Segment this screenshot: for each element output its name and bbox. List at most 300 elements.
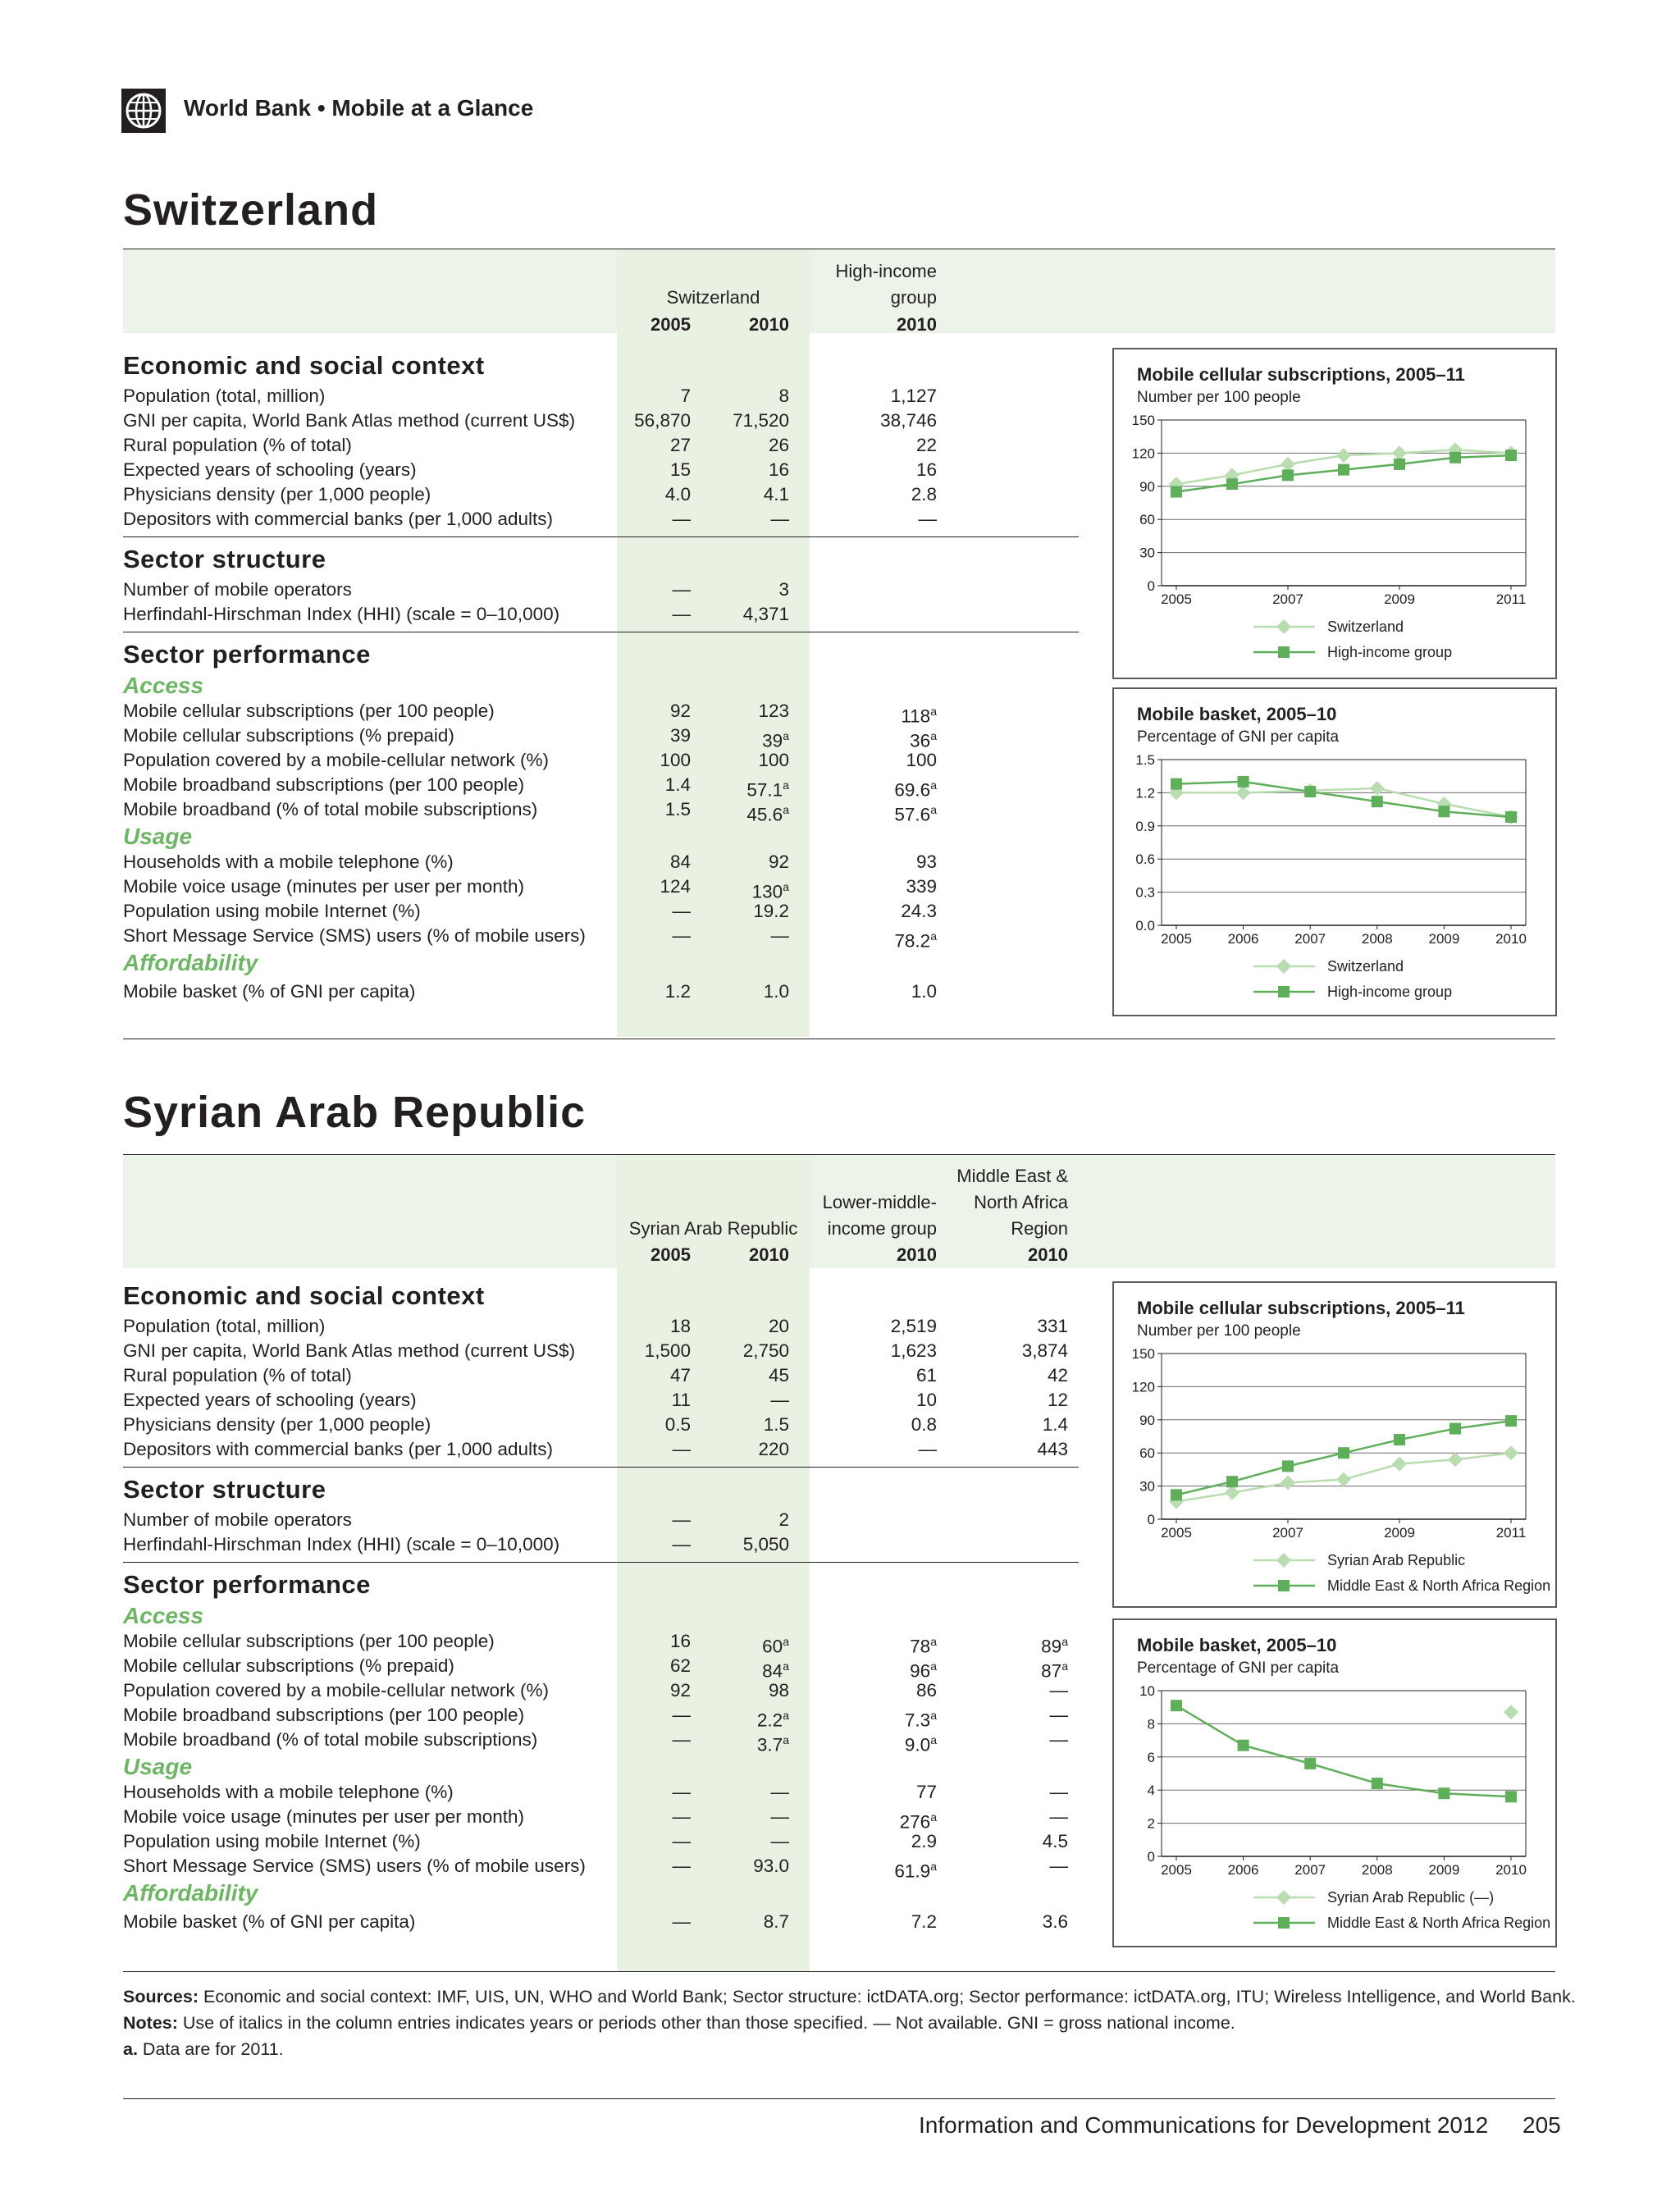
value-text: —: [770, 1831, 789, 1851]
world-bank-logo-icon: [121, 89, 166, 133]
value-text: —: [672, 1439, 691, 1459]
chart-title: Mobile cellular subscriptions, 2005–11: [1137, 364, 1465, 385]
section-rule: [123, 536, 1079, 537]
section-heading: Sector performance: [123, 640, 371, 669]
value-text: —: [1049, 1782, 1068, 1802]
row-value: [894, 797, 937, 828]
x-tick-label: 2005: [1161, 931, 1192, 947]
legend-marker: [1276, 1890, 1291, 1905]
row-value: [673, 1508, 692, 1532]
row-label: Number of mobile operators: [123, 1509, 352, 1530]
series-2-point: [1304, 786, 1316, 797]
value-text: 4.1: [763, 484, 789, 504]
table-row: [123, 748, 1066, 773]
value-text: 16: [669, 1631, 691, 1651]
value-text: 2: [778, 1509, 789, 1530]
row-label: Mobile cellular subscriptions (per 100 people): [123, 1631, 495, 1651]
row-value: [673, 602, 692, 627]
value-text: 1.4: [1042, 1414, 1068, 1435]
row-value: [673, 1532, 692, 1557]
row-value: [905, 1728, 937, 1758]
section-rule: [123, 1467, 1079, 1468]
notes-divider: [123, 1971, 1555, 1972]
value-text: —: [672, 604, 691, 624]
table-row: [123, 773, 1066, 801]
row-value: [670, 1654, 691, 1678]
row-value: [919, 507, 938, 532]
x-tick-label: 2007: [1272, 1525, 1303, 1541]
table-row: [123, 458, 1066, 482]
row-label: GNI per capita, World Bank Atlas method (current US$): [123, 1340, 576, 1361]
series-2-point: [1505, 450, 1517, 461]
value-text: 7.2: [911, 1911, 937, 1932]
series-2-point: [1505, 1415, 1517, 1427]
value-text: 3: [778, 579, 789, 600]
x-tick-label: 2009: [1428, 931, 1460, 947]
row-value: [906, 748, 937, 773]
table-row: [123, 433, 1066, 458]
row-value: [665, 1413, 691, 1437]
row-label: Population covered by a mobile-cellular network (%): [123, 750, 549, 770]
row-value: [769, 433, 789, 458]
legend-label: Syrian Arab Republic (—): [1327, 1889, 1495, 1906]
series-1-point: [1392, 445, 1407, 460]
value-text: 2,750: [742, 1340, 789, 1361]
row-value: [665, 797, 691, 822]
value-text: 124: [660, 876, 691, 897]
chart-4: [1112, 1618, 1557, 1947]
series-1-point: [1448, 1452, 1463, 1467]
value-text: 42: [1047, 1365, 1068, 1386]
value-text: 2.8: [911, 484, 937, 504]
y-tick-label: 150: [1131, 1346, 1155, 1362]
footnote-marker: a: [783, 1659, 789, 1673]
value-text: —: [1049, 1705, 1068, 1725]
column-header-year: 2010: [749, 314, 789, 335]
y-tick-label: 90: [1139, 478, 1155, 495]
value-text: 331: [1037, 1316, 1068, 1336]
row-label: Short Message Service (SMS) users (% of mobile users): [123, 1856, 586, 1876]
row-value: [673, 1437, 692, 1462]
row-value: [670, 458, 691, 482]
value-text: 2.9: [911, 1831, 937, 1851]
value-text: 100: [660, 750, 691, 770]
value-text: 38,746: [880, 410, 937, 431]
x-tick-label: 2006: [1227, 931, 1259, 947]
series-2-point: [1394, 459, 1405, 470]
value-text: 12: [1047, 1390, 1068, 1410]
series-2-point: [1171, 1489, 1182, 1500]
value-text: 7.3: [904, 1710, 931, 1731]
section-heading: Sector structure: [123, 1475, 326, 1504]
x-tick-label: 2011: [1495, 591, 1527, 607]
value-text: 61: [915, 1365, 937, 1386]
legend-marker: [1276, 1553, 1291, 1568]
row-value: [891, 1339, 937, 1363]
row-value: [916, 1388, 937, 1413]
footnote-marker: a: [930, 1860, 937, 1873]
row-value: [670, 1629, 691, 1654]
row-value: [673, 1703, 692, 1728]
row-value: [916, 1363, 937, 1388]
row-value: [764, 1413, 789, 1437]
table-row: [123, 578, 1066, 602]
row-value: [1043, 1413, 1068, 1437]
series-2-point: [1304, 1758, 1316, 1769]
row-label: Households with a mobile telephone (%): [123, 851, 454, 872]
row-value: [764, 482, 789, 507]
series-line-2: [1176, 1705, 1511, 1796]
row-value: [1050, 1805, 1069, 1829]
series-2-point: [1171, 486, 1182, 498]
chart-1: [1112, 348, 1557, 679]
row-value: [764, 979, 789, 1004]
value-text: 1.2: [664, 981, 691, 1002]
sources-note: Sources: Economic and social context: IMF, UIS, UN, WHO and World Bank; Sector structure: ictDATA.org; Sector performance: ictDATA.org, ITU; Wireless Intelligence, and World Bank.: [123, 1987, 1576, 2006]
row-value: [916, 1780, 937, 1805]
legend-label: High-income group: [1327, 984, 1453, 1000]
value-text: 3,874: [1021, 1340, 1068, 1361]
table-row: [123, 507, 1066, 532]
chart-3: [1112, 1281, 1557, 1608]
row-value: [758, 1437, 789, 1462]
footnote-marker: a: [930, 929, 937, 943]
row-value: [769, 850, 789, 874]
row-value: [673, 578, 692, 602]
value-text: 78: [910, 1636, 931, 1657]
y-tick-label: 120: [1131, 445, 1155, 462]
value-text: —: [770, 1806, 789, 1827]
value-text: 3.6: [1042, 1911, 1068, 1932]
x-tick-label: 2010: [1495, 931, 1527, 947]
value-text: 118: [901, 705, 931, 727]
value-text: —: [1049, 1680, 1068, 1701]
row-value: [911, 1829, 937, 1854]
value-text: —: [672, 1534, 691, 1554]
footnote-marker: a: [783, 1635, 789, 1648]
row-value: [916, 1678, 937, 1703]
row-label: Mobile broadband subscriptions (per 100 people): [123, 1705, 525, 1725]
row-value: [911, 1910, 937, 1934]
value-text: 100: [758, 750, 789, 770]
value-text: 39: [762, 730, 783, 751]
value-text: —: [672, 509, 691, 529]
row-value: [673, 1728, 692, 1752]
x-tick-label: 2011: [1495, 1525, 1527, 1541]
table-row: [123, 979, 1066, 1004]
row-label: GNI per capita, World Bank Atlas method (current US$): [123, 410, 576, 431]
row-value: [665, 773, 691, 797]
y-tick-label: 0.6: [1135, 851, 1155, 868]
value-text: 1.5: [664, 799, 691, 819]
footnote-marker: a: [930, 1709, 937, 1722]
row-label: Depositors with commercial banks (per 1,000 adults): [123, 1439, 553, 1459]
table-row: [123, 1780, 1066, 1805]
value-text: 93: [915, 851, 937, 872]
row-value: [911, 1413, 937, 1437]
series-2-point: [1282, 469, 1294, 481]
value-text: 15: [669, 459, 691, 480]
value-text: —: [918, 509, 937, 529]
value-text: 100: [906, 750, 937, 770]
footnote-marker: a: [1061, 1659, 1068, 1673]
table-row: [123, 1363, 1066, 1388]
footnote-marker: a: [930, 729, 937, 742]
row-label: Mobile basket (% of GNI per capita): [123, 981, 416, 1002]
chart-subtitle: Number per 100 people: [1137, 389, 1301, 406]
series-line-2: [1176, 782, 1511, 817]
value-text: 0.5: [664, 1414, 691, 1435]
y-tick-label: 0: [1147, 578, 1155, 594]
row-value: [665, 979, 691, 1004]
row-value: [753, 1854, 789, 1879]
row-label: Herfindahl-Hirschman Index (HHI) (scale = 0–10,000): [123, 604, 560, 624]
y-tick-label: 0.3: [1135, 884, 1155, 901]
value-text: 276: [899, 1811, 931, 1833]
value-text: 18: [669, 1316, 691, 1336]
value-text: 7: [680, 386, 691, 406]
y-tick-label: 60: [1139, 1445, 1155, 1462]
subsection-heading: Affordability: [123, 950, 258, 975]
table-row: [123, 1678, 1066, 1703]
row-label: Mobile broadband subscriptions (per 100 people): [123, 774, 525, 795]
value-text: 60: [762, 1636, 783, 1657]
value-text: 0.8: [911, 1414, 937, 1435]
value-text: 87: [1041, 1660, 1062, 1682]
row-label: Population using mobile Internet (%): [123, 1831, 421, 1851]
legend-marker: [1278, 986, 1290, 998]
table-row: [123, 1413, 1066, 1437]
row-value: [1050, 1854, 1069, 1879]
value-text: —: [672, 579, 691, 600]
column-header-region: Middle East &: [956, 1166, 1068, 1186]
row-value: [670, 1314, 691, 1339]
value-text: 1,623: [890, 1340, 937, 1361]
row-label: Mobile basket (% of GNI per capita): [123, 1911, 416, 1932]
row-value: [673, 1829, 692, 1854]
footnote-marker: a: [783, 803, 789, 816]
value-text: 1,500: [644, 1340, 691, 1361]
table-row: [123, 874, 1066, 902]
y-tick-label: 30: [1139, 1478, 1155, 1495]
y-tick-label: 1.5: [1135, 752, 1155, 768]
series-2-point: [1505, 811, 1517, 823]
value-text: 98: [768, 1680, 789, 1701]
column-header-group: income group: [827, 1218, 937, 1239]
legend-label: Switzerland: [1327, 958, 1404, 975]
value-text: 19.2: [753, 901, 789, 921]
y-tick-label: 6: [1147, 1749, 1155, 1765]
value-text: 8.7: [763, 1911, 789, 1932]
row-value: [778, 578, 789, 602]
row-label: Mobile broadband (% of total mobile subscriptions): [123, 1729, 538, 1750]
value-text: 57.6: [894, 804, 931, 825]
value-text: 16: [768, 459, 789, 480]
chart-title: Mobile basket, 2005–10: [1137, 1635, 1337, 1655]
table-row: [123, 384, 1066, 409]
value-text: —: [672, 1782, 691, 1802]
row-value: [906, 874, 937, 899]
value-text: 8: [778, 386, 789, 406]
row-label: Expected years of schooling (years): [123, 459, 417, 480]
series-1-point: [1336, 448, 1351, 463]
row-value: [919, 1437, 938, 1462]
x-tick-label: 2005: [1161, 1862, 1192, 1878]
value-text: 1.0: [763, 981, 789, 1002]
row-value: [743, 1532, 789, 1557]
chart-title: Mobile cellular subscriptions, 2005–11: [1137, 1298, 1465, 1318]
row-value: [665, 482, 691, 507]
row-value: [743, 1339, 789, 1363]
table-row: [123, 1654, 1068, 1682]
x-tick-label: 2009: [1384, 591, 1415, 607]
series-1-point: [1392, 1457, 1407, 1472]
series-2-point: [1505, 1791, 1517, 1802]
footnote-marker: a: [783, 880, 789, 893]
value-text: 10: [915, 1390, 937, 1410]
row-value: [769, 458, 789, 482]
row-label: Physicians density (per 1,000 people): [123, 484, 431, 504]
column-header-region: Region: [1011, 1218, 1068, 1239]
series-1-point: [1281, 1476, 1295, 1491]
value-text: 61.9: [894, 1860, 931, 1882]
row-value: [894, 924, 937, 954]
country-title: Switzerland: [123, 185, 379, 235]
footnote-marker: a: [783, 1733, 789, 1746]
row-value: [1043, 1829, 1068, 1854]
column-header-region: North Africa: [974, 1192, 1068, 1212]
table-row: [123, 724, 1066, 751]
series-2-point: [1449, 452, 1461, 463]
notes-note: Notes: Use of italics in the column entries indicates years or periods other than those specified. — Not available. GNI = gross national income.: [123, 2013, 1235, 2033]
subsection-heading: Usage: [123, 824, 193, 849]
value-text: 123: [758, 701, 789, 721]
series-2-point: [1282, 1460, 1294, 1472]
table-row: [123, 1339, 1066, 1363]
chart-title: Mobile basket, 2005–10: [1137, 704, 1337, 724]
footnote-marker: a: [930, 778, 937, 792]
footnote-marker: a: [930, 1810, 937, 1824]
row-value: [660, 874, 691, 899]
row-value: [771, 1780, 790, 1805]
footnote-marker: a: [930, 1733, 937, 1746]
row-value: [673, 507, 692, 532]
row-label: Short Message Service (SMS) users (% of mobile users): [123, 925, 586, 946]
row-label: Population (total, million): [123, 386, 326, 406]
value-text: —: [1049, 1729, 1068, 1750]
y-tick-label: 150: [1131, 413, 1155, 428]
series-1-point: [1225, 1486, 1239, 1500]
row-value: [645, 1339, 691, 1363]
row-value: [894, 1854, 937, 1884]
series-1-point: [1281, 457, 1295, 472]
row-value: [672, 1388, 691, 1413]
row-value: [758, 699, 789, 724]
legend-marker: [1278, 646, 1290, 658]
value-text: —: [672, 1856, 691, 1876]
y-tick-label: 8: [1147, 1716, 1155, 1732]
subsection-heading: Usage: [123, 1754, 193, 1779]
value-text: 4.5: [1042, 1831, 1068, 1851]
value-text: 24.3: [901, 901, 937, 921]
y-tick-label: 4: [1147, 1783, 1155, 1799]
series-2-point: [1438, 806, 1449, 817]
series-1-point: [1370, 781, 1385, 796]
footnote-marker: a: [930, 705, 937, 718]
row-label: Number of mobile operators: [123, 579, 352, 600]
section-heading: Sector performance: [123, 1570, 371, 1599]
value-text: 16: [915, 459, 937, 480]
row-value: [757, 1728, 789, 1758]
row-value: [1043, 1910, 1068, 1934]
row-label: Mobile cellular subscriptions (per 100 people): [123, 701, 495, 721]
row-value: [634, 409, 691, 433]
value-text: —: [770, 509, 789, 529]
row-label: Population using mobile Internet (%): [123, 901, 421, 921]
row-value: [764, 1910, 789, 1934]
value-text: —: [1049, 1856, 1068, 1876]
row-label: Physicians density (per 1,000 people): [123, 1414, 431, 1435]
series-title: World Bank • Mobile at a Glance: [184, 95, 534, 121]
value-text: —: [672, 1831, 691, 1851]
chart-2: [1112, 687, 1557, 1016]
column-header-group: group: [890, 287, 937, 308]
series-2-point: [1226, 478, 1238, 490]
section-heading: Sector structure: [123, 545, 326, 573]
row-label: Herfindahl-Hirschman Index (HHI) (scale = 0–10,000): [123, 1534, 560, 1554]
y-tick-label: 1.2: [1135, 785, 1155, 801]
row-label: Mobile voice usage (minutes per user per month): [123, 1806, 524, 1827]
value-text: 4.0: [664, 484, 691, 504]
y-tick-label: 10: [1139, 1683, 1155, 1699]
table-row: [123, 1703, 1068, 1731]
table-row: [123, 797, 1066, 825]
legend-label: High-income group: [1327, 644, 1453, 660]
row-value: [1050, 1728, 1069, 1752]
row-value: [673, 1854, 692, 1879]
row-value: [916, 850, 937, 874]
row-value: [673, 924, 692, 948]
row-value: [670, 699, 691, 724]
y-tick-label: 0.9: [1135, 818, 1155, 834]
table-row: [123, 1829, 1066, 1854]
row-label: Mobile voice usage (minutes per user per month): [123, 876, 524, 897]
row-value: [746, 797, 789, 828]
series-2-point: [1238, 776, 1249, 788]
value-text: 45: [768, 1365, 789, 1386]
value-text: 130: [751, 881, 783, 902]
value-text: 20: [768, 1316, 789, 1336]
x-tick-label: 2005: [1161, 1525, 1192, 1541]
footnote-marker: a: [930, 1659, 937, 1673]
table-row: [123, 1805, 1068, 1833]
value-text: 45.6: [746, 804, 783, 825]
row-value: [673, 1910, 692, 1934]
value-text: 26: [768, 435, 789, 455]
series-1-point: [1236, 785, 1251, 800]
chart-subtitle: Percentage of GNI per capita: [1137, 728, 1340, 746]
row-value: [771, 507, 790, 532]
subsection-heading: Access: [123, 1603, 204, 1628]
value-text: 56,870: [634, 410, 691, 431]
footnote-marker: a: [783, 778, 789, 792]
footnote-marker: a: [930, 1635, 937, 1648]
row-label: Mobile cellular subscriptions (% prepaid): [123, 725, 454, 746]
value-text: —: [672, 1911, 691, 1932]
row-value: [680, 384, 691, 409]
series-1-point: [1336, 1472, 1351, 1487]
table-row: [123, 899, 1066, 924]
